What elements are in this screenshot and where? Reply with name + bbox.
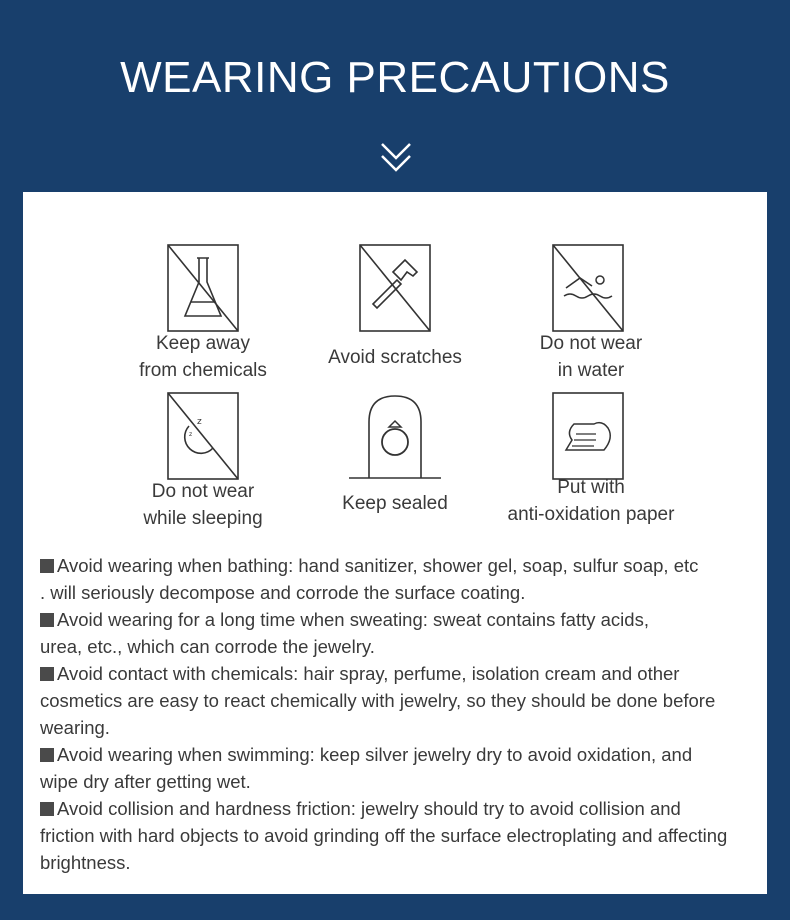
svg-text:z: z bbox=[189, 431, 193, 438]
page-title: WEARING PRECAUTIONS bbox=[120, 53, 670, 102]
sealed-bag-ring-icon bbox=[347, 392, 443, 480]
caption-line-1: Do not wear bbox=[539, 333, 643, 354]
caption-line-1: Keep away bbox=[155, 333, 250, 354]
square-bullet-icon bbox=[40, 559, 54, 573]
anti-oxidation-paper-icon bbox=[552, 392, 624, 480]
caption-line-2: from chemicals bbox=[139, 360, 267, 381]
rule-item: Avoid contact with chemicals: hair spray, perfume, isolation cream and other cosmetics are easy to react chemically with jewelry, so they should be done before wearing. bbox=[40, 663, 716, 738]
precaution-sleeping bbox=[123, 390, 283, 530]
rule-item: Avoid wearing for a long time when sweating: sweat contains fatty acids, urea, etc., which can corrode the jewelry. bbox=[40, 609, 649, 657]
caption-line-1: Put with bbox=[557, 477, 625, 498]
caption-line-2: in water bbox=[557, 360, 625, 381]
caption-line-1: Keep sealed bbox=[342, 493, 448, 514]
square-bullet-icon bbox=[40, 613, 54, 627]
square-bullet-icon bbox=[40, 802, 54, 816]
rule-item: Avoid wearing when bathing: hand sanitizer, shower gel, soap, sulfur soap, etc . will seriously decompose and corrode the surface coating. bbox=[40, 555, 699, 603]
caption-line-2: while sleeping bbox=[143, 508, 263, 529]
no-sleeping-moon-icon bbox=[167, 392, 239, 480]
caption-line-2: anti-oxidation paper bbox=[507, 504, 675, 525]
square-bullet-icon bbox=[40, 748, 54, 762]
precaution-scratches bbox=[315, 242, 475, 382]
precaution-sealed bbox=[315, 390, 475, 530]
precaution-anti-oxidation bbox=[491, 390, 691, 530]
square-bullet-icon bbox=[40, 667, 54, 681]
caption-line-1: Do not wear bbox=[151, 481, 255, 502]
no-swimming-icon bbox=[552, 244, 624, 332]
rule-item: Avoid collision and hardness friction: jewelry should try to avoid collision and friction with hard objects to avoid grinding off the surface electroplating and affecting brightness. bbox=[40, 798, 728, 873]
double-chevron-down-icon bbox=[379, 140, 413, 176]
precaution-rules bbox=[40, 552, 760, 876]
no-hammer-icon bbox=[359, 244, 431, 332]
no-chemicals-flask-icon bbox=[167, 244, 239, 332]
rule-item: Avoid wearing when swimming: keep silver jewelry dry to avoid oxidation, and wipe dry after getting wet. bbox=[40, 744, 693, 792]
precautions-panel bbox=[23, 192, 767, 894]
caption-line-1: Avoid scratches bbox=[328, 347, 462, 368]
precaution-chemicals bbox=[123, 242, 283, 382]
svg-text:z: z bbox=[197, 417, 202, 427]
precaution-water bbox=[491, 242, 691, 382]
